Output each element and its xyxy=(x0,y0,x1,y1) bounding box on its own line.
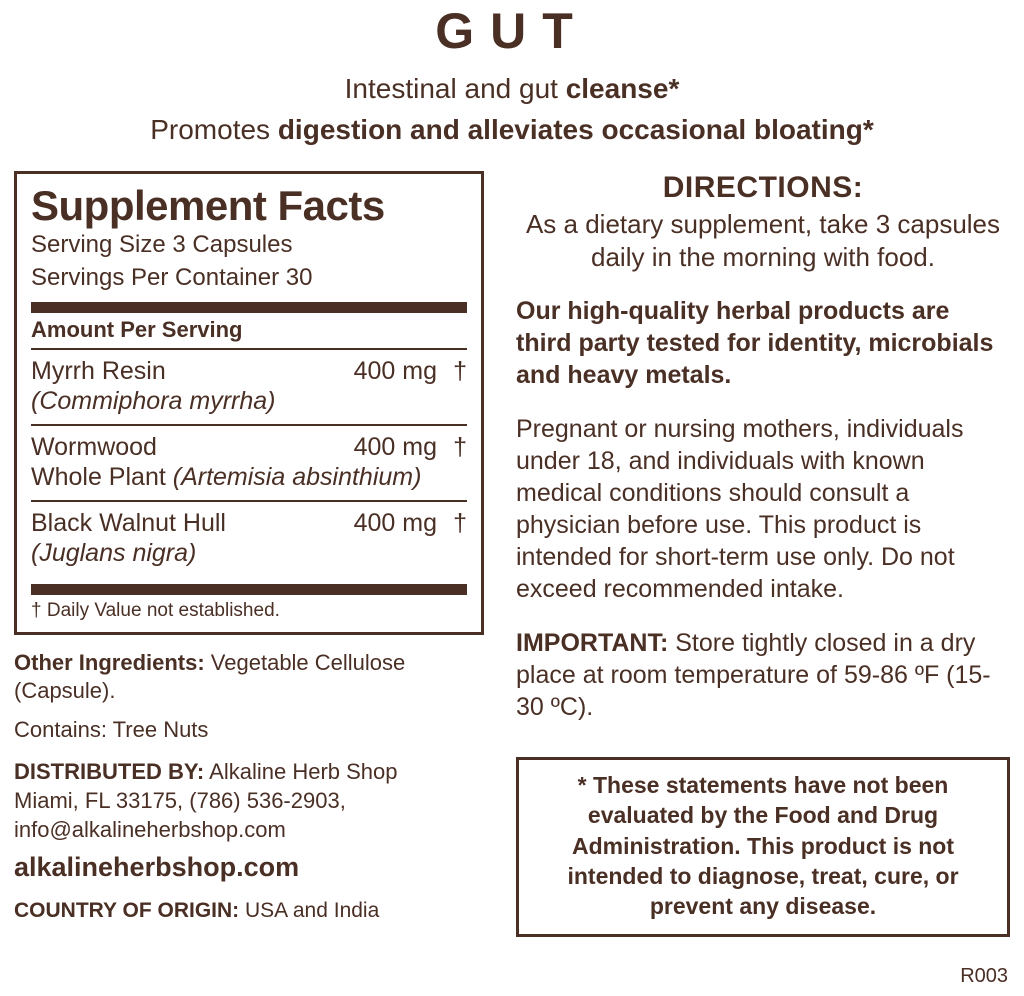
tagline-primary-bold: cleanse* xyxy=(565,73,680,104)
directions-title: DIRECTIONS: xyxy=(662,171,864,204)
storage-label: IMPORTANT: xyxy=(516,629,669,657)
daily-value-footnote: † Daily Value not established. xyxy=(31,599,280,621)
ingredient-part-line xyxy=(31,462,467,493)
servings-per-container: Servings Per Container 30 xyxy=(31,263,313,291)
table-row xyxy=(31,426,467,500)
directions-body: As a dietary supplement, take 3 capsules daily in the morning with food. xyxy=(525,209,1001,272)
divider-thick-top xyxy=(31,302,467,313)
ingredient-daily-value: † xyxy=(453,356,467,385)
ingredient-amount: 400 mg xyxy=(353,432,437,461)
quality-statement: Our high-quality herbal products are third party tested for identity, microbials and heavy metals. xyxy=(516,297,994,389)
distributor-email[interactable]: info@alkalineherbshop.com xyxy=(14,816,286,842)
ingredient-latin-name: (Artemisia absinthium) xyxy=(172,463,422,492)
ingredient-latin-name: (Commiphora myrrha) xyxy=(31,387,276,416)
ingredient-amount: 400 mg xyxy=(353,508,437,537)
warning-statement: Pregnant or nursing mothers, individuals under 18, and individuals with known medical conditions should consult a physician before use. This product is intended for short-term use only. Do not exceed recommended intake. xyxy=(516,415,964,603)
left-column xyxy=(14,171,484,937)
supplement-facts-title: Supplement Facts xyxy=(31,182,385,229)
tagline-secondary xyxy=(0,112,1024,147)
tagline-secondary-plain: Promotes xyxy=(150,114,278,145)
fda-disclaimer-text: * These statements have not been evaluated by the Food and Drug Administration. This product is not intended to diagnose, treat, cure, or prevent any disease. xyxy=(567,772,959,920)
revision-code: R003 xyxy=(960,965,1008,987)
supplement-facts-panel xyxy=(14,171,484,635)
ingredient-latin-name: (Juglans nigra) xyxy=(31,539,197,568)
distributor-address: Miami, FL 33175, (786) 536-2903, xyxy=(14,787,346,813)
distributor-name: Alkaline Herb Shop xyxy=(204,759,398,785)
tagline-secondary-bold: digestion and alleviates occasional bloating* xyxy=(277,114,874,145)
allergen-statement: Contains: Tree Nuts xyxy=(14,716,209,742)
country-of-origin-value: USA and India xyxy=(239,899,380,923)
ingredient-main-line xyxy=(31,432,467,463)
table-row xyxy=(31,502,467,576)
ingredient-main-line xyxy=(31,356,467,387)
distributor-block xyxy=(14,758,484,844)
ingredient-daily-value: † xyxy=(453,432,467,461)
tagline-primary-plain: Intestinal and gut xyxy=(344,73,566,104)
ingredient-plant-part: Whole Plant xyxy=(31,463,173,492)
other-ingredients-label: Other Ingredients: xyxy=(14,649,205,675)
ingredient-name: Black Walnut Hull xyxy=(31,508,226,537)
right-column xyxy=(484,171,1010,937)
label-columns xyxy=(0,171,1024,937)
ingredient-amount: 400 mg xyxy=(353,356,437,385)
country-of-origin-label: COUNTRY OF ORIGIN: xyxy=(14,899,240,923)
distributor-label: DISTRIBUTED BY: xyxy=(14,759,205,785)
country-of-origin xyxy=(14,899,484,923)
ingredient-main-line xyxy=(31,508,467,539)
storage-statement xyxy=(516,627,1010,723)
ingredient-name: Myrrh Resin xyxy=(31,356,166,385)
fda-disclaimer-box xyxy=(516,757,1010,937)
divider-thick-bottom xyxy=(31,584,467,595)
serving-size: Serving Size 3 Capsules xyxy=(31,231,293,259)
storage-value: Store tightly closed in a dry place at room temperature of 59-86 ºF (15-30 ºC). xyxy=(516,629,991,721)
ingredient-daily-value: † xyxy=(453,508,467,537)
table-row xyxy=(31,350,467,424)
distributor-website[interactable]: alkalineherbshop.com xyxy=(14,852,300,883)
other-ingredients-value: Vegetable Cellulose (Capsule). xyxy=(14,649,406,704)
amount-per-serving-header: Amount Per Serving xyxy=(31,316,243,342)
tagline-primary xyxy=(0,71,1024,106)
other-ingredients xyxy=(14,649,484,706)
ingredient-name: Wormwood xyxy=(31,432,157,461)
product-title: GUT xyxy=(435,3,589,59)
